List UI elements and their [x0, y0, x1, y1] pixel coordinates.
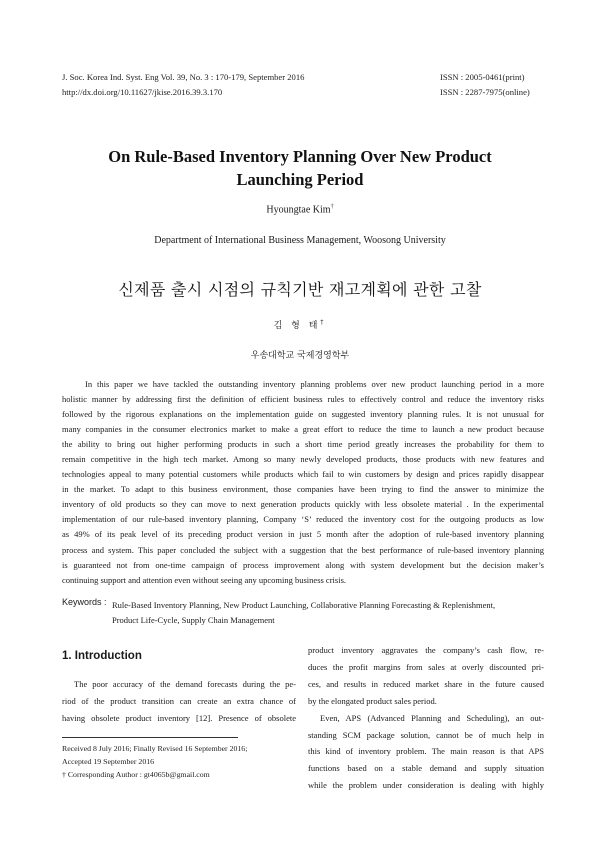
korean-title: 신제품 출시 시점의 규칙기반 재고계획에 관한 고찰 [118, 280, 482, 299]
corresponding-author-mark: † [330, 204, 334, 210]
right-column-text [308, 642, 544, 794]
title-line: On Rule-Based Inventory Planning Over New Product [108, 147, 492, 166]
abstract-line: the ability to bring out higher performing products in such a short time period greatly increases the probability for them to [62, 439, 544, 450]
body-line: riod of the product transition can create an extra chance of [62, 695, 296, 706]
abstract-line: followed by the rigorous explanations on the implementation guide on suggested inventory planning rules. It is not unusual for [62, 409, 544, 420]
issn-print: ISSN : 2005-0461(print) [440, 72, 525, 82]
body-line: standing SCM package solution, cannot be of much help in [308, 729, 544, 740]
abstract-line: many companies in the consumer electronics market to make a great effort to reduce the time to launch a new product because [62, 424, 544, 435]
footnote-divider [62, 737, 238, 738]
journal-header-left [62, 70, 304, 100]
footnotes [62, 742, 247, 781]
issn-online: ISSN : 2287-7975(online) [440, 87, 530, 97]
footnote-corresponding-author: † Corresponding Author : gt4065b@gmail.com [62, 770, 210, 779]
footnote-received: Received 8 July 2016; Finally Revised 16 September 2016; [62, 744, 248, 753]
body-line: ces, and results in reduced market share in the future caused [308, 678, 544, 689]
paper-title [40, 145, 560, 191]
abstract-line: remain competitive in the high tech market. Among so many newly developed products, those products with new features and [62, 454, 544, 465]
body-line: Even, APS (Advanced Planning and Scheduling), an out- [320, 712, 544, 723]
body-line: having obsolete product inventory [12]. Presence of obsolete [62, 712, 296, 723]
body-line: duces the profit margins from sales at overly discounted pri- [308, 661, 544, 672]
korean-author-name [0, 318, 600, 331]
abstract [62, 377, 544, 588]
section-heading-introduction: 1. Introduction [62, 650, 142, 662]
keywords-line: Rule-Based Inventory Planning, New Product Launching, Collaborative Planning Forecasting & Replenishment, [112, 600, 496, 610]
abstract-line: continuing support and attention even without seeing any upcoming business crisis. [62, 574, 346, 585]
keywords-label: Keywords : [62, 597, 107, 607]
doi-link[interactable]: http://dx.doi.org/10.11627/jkise.2016.39.3.170 [62, 87, 223, 97]
title-line: Launching Period [236, 170, 364, 189]
korean-author-text: 김 형 태 [273, 321, 321, 331]
body-line: functions based on a stable demand and supply situation [308, 763, 544, 774]
journal-citation: J. Soc. Korea Ind. Syst. Eng Vol. 39, No. 3 : 170-179, September 2016 [62, 72, 305, 82]
footnote-accepted: Accepted 19 September 2016 [62, 757, 155, 766]
keywords-list [112, 598, 495, 628]
body-line: by the elongated product sales period. [308, 695, 437, 706]
abstract-line: technologies appeal to many potential customers while products which fail to win customers by design and prices rapidly disappear [62, 469, 544, 480]
abstract-line: as 49% of its peak level of its preceding product version in just 5 month after the adoption of rule-based inventory planning [62, 529, 544, 540]
left-column-text [62, 676, 296, 727]
abstract-line: inventory of old products so they can move to next generation products quickly with less obsolete material . In the experimental [62, 499, 544, 510]
abstract-line: implementation of our rule-based inventory planning, Company ‘S’ reduced the inventory cost for the outgoing products as low [62, 514, 544, 525]
author-text: Hyoungtae Kim [266, 204, 331, 216]
body-line: this kind of inventory problem. The main reason is that APS [308, 746, 544, 757]
abstract-line: In this paper we have tackled the outstanding inventory planning problems over new product launching period in a more [85, 379, 544, 389]
journal-header-right [440, 70, 530, 100]
author-name [0, 204, 600, 215]
abstract-line: in the market. To adapt to this business environment, those companies have been trying to find the answer to minimize the [62, 484, 544, 495]
abstract-line: holistic manner by addressing first the definition of efficient business rules to effectively control and reduce the inventory risks [62, 394, 544, 405]
body-line: while the problem under consideration is dealing with highly [308, 780, 544, 791]
keywords-line: Product Life-Cycle, Supply Chain Management [112, 615, 275, 625]
body-line: The poor accuracy of the demand forecasts during the pe- [74, 679, 296, 689]
abstract-line: process and system. This paper concluded the subject with a suggestion that the best performance of rule-based inventory planning [62, 544, 544, 555]
korean-affiliation: 우송대학교 국제경영학부 [250, 351, 350, 361]
body-line: product inventory aggravates the company’s cash flow, re- [308, 645, 544, 655]
author-affiliation: Department of International Business Management, Woosong University [154, 235, 446, 246]
korean-corresponding-mark: † [320, 319, 327, 326]
abstract-line: is guaranteed not from one-time campaign of process improvement along with system development but the decision maker’s [62, 559, 544, 570]
